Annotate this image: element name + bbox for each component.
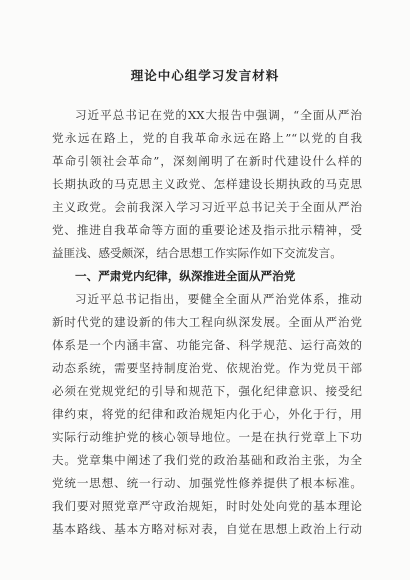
text-line: 主义政党。会前我深入学习习近平总书记关于全面从严治	[52, 200, 362, 214]
text-line: 党统一思想、统一行动、加强党性修养提供了根本标准。	[52, 476, 362, 490]
text-line: 实际行动维护党的核心领导地位。一是在执行党章上下功	[52, 430, 362, 444]
text-line: 动态系统，需要坚持制度治党、依规治党。作为党员干部	[52, 361, 362, 375]
text-line: 党、推进自我革命等方面的重要论述及指示批示精神，受	[52, 223, 362, 237]
text-line: 习近平总书记在党的XX大报告中强调，“全面从严治	[75, 108, 362, 122]
text-line: 革命引领社会革命”，深刻阐明了在新时代建设什么样的	[52, 154, 362, 168]
document-title: 理论中心组学习发言材料	[130, 68, 280, 83]
text-line: 党永远在路上，党的自我革命永远在路上”“以党的自我	[52, 131, 362, 145]
text-line: 体系是一个内涵丰富、功能完备、科学规范、运行高效的	[52, 338, 362, 352]
text-line: 必须在党规党纪的引导和规范下，强化纪律意识、接受纪	[52, 384, 362, 398]
text-line: 夫。党章集中阐述了我们党的政治基础和政治主张，为全	[52, 453, 362, 467]
text-line: 习近平总书记指出，要健全全面从严治党体系，推动	[75, 292, 362, 306]
text-line: 基本路线、基本方略对标对表，自觉在思想上政治上行动	[52, 522, 362, 536]
text-line: 律约束，将党的纪律和政治规矩内化于心，外化于行，用	[52, 407, 362, 421]
document-body	[52, 104, 362, 541]
text-line: 益匪浅、感受颇深，结合思想工作实际作如下交流发言。	[52, 246, 342, 260]
text-line: 新时代党的建设新的伟大工程向纵深发展。全面从严治党	[52, 315, 362, 329]
text-line: 长期执政的马克思主义政党、怎样建设长期执政的马克思	[52, 177, 362, 191]
text-line: 我们要对照党章严守政治规矩，时时处处向党的基本理论	[52, 499, 362, 513]
section-heading: 一、严肃党内纪律，纵深推进全面从严治党	[75, 269, 296, 283]
